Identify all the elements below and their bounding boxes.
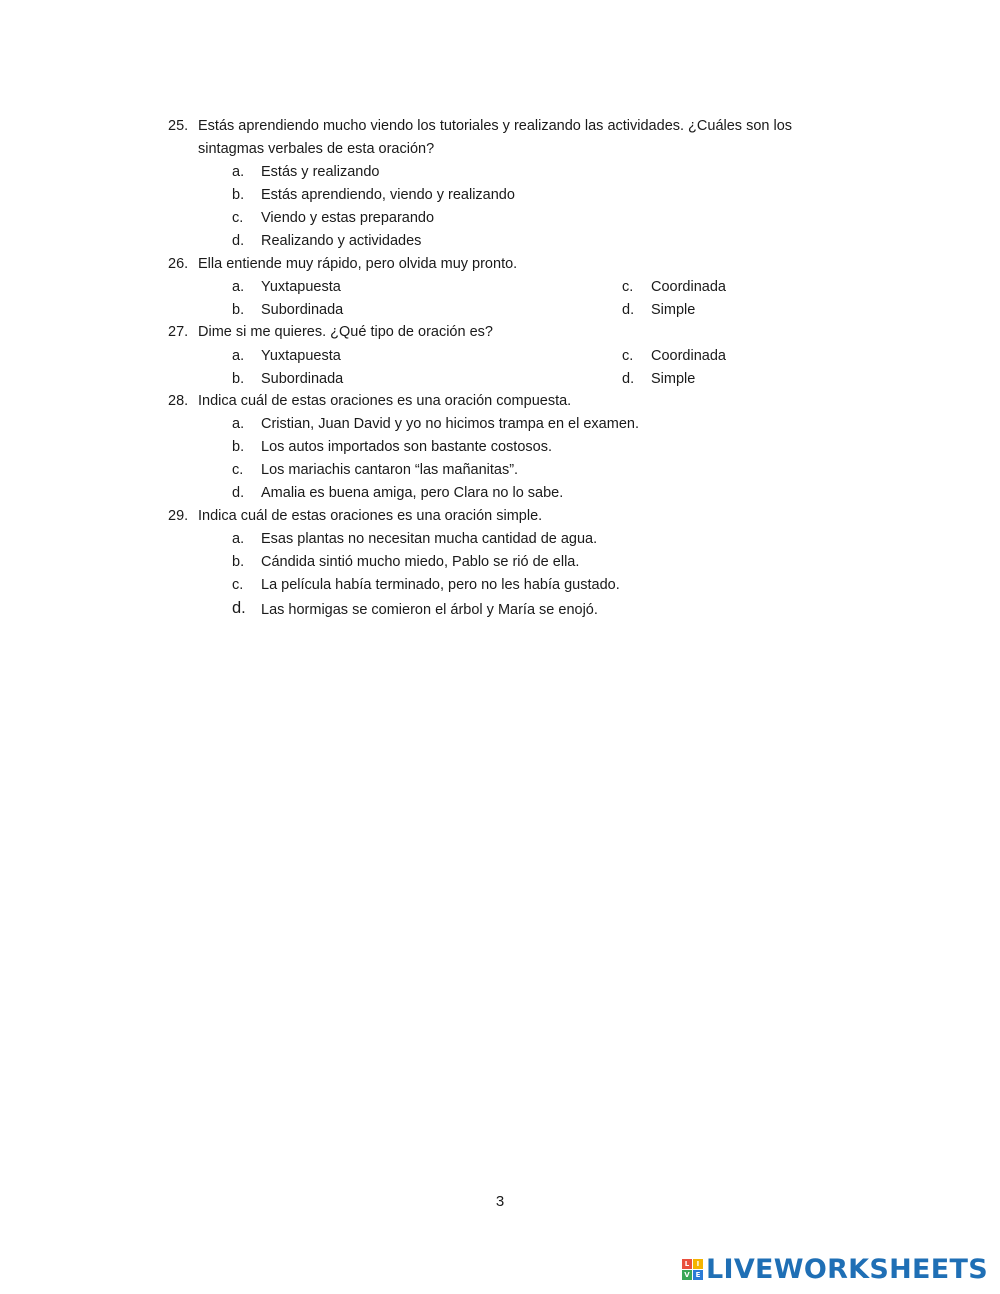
brand-name: LIVEWORKSHEETS (705, 1254, 988, 1285)
option-letter: b. (232, 371, 245, 387)
question-number: 26. (168, 256, 189, 272)
liveworksheets-brand (682, 1254, 988, 1285)
option-letter: a. (232, 416, 245, 432)
question-stem: Ella entiende muy rápido, pero olvida muy pronto. (198, 256, 518, 272)
option-letter: c. (232, 577, 244, 593)
question-26 (168, 253, 818, 276)
option-text: Coordinada (651, 279, 726, 295)
option-letter: d. (622, 371, 635, 387)
option-letter: d. (232, 485, 245, 501)
page-number: 3 (495, 1193, 505, 1210)
option-text: Simple (651, 371, 696, 387)
option-text: Los autos importados son bastante costosos. (261, 439, 552, 455)
question-stem: Estás aprendiendo mucho viendo los tutoriales y realizando las actividades. ¿Cuáles son los sintagmas verbales de esta oración? (198, 118, 793, 157)
option-text: Coordinada (651, 348, 726, 364)
logo-tile: V (682, 1270, 692, 1280)
option-text: Subordinada (261, 302, 344, 318)
option-text: Estás aprendiendo, viendo y realizando (261, 187, 515, 203)
option-text: La película había terminado, pero no les había gustado. (261, 577, 620, 593)
liveworksheets-logo-icon (682, 1259, 703, 1280)
question-stem: Dime si me quieres. ¿Qué tipo de oración es? (198, 324, 493, 340)
option-letter: d. (622, 302, 635, 318)
logo-tile: I (693, 1259, 703, 1269)
option-text: Cándida sintió mucho miedo, Pablo se rió de ella. (261, 554, 580, 570)
option-text: Las hormigas se comieron el árbol y María se enojó. (261, 602, 598, 618)
question-stem: Indica cuál de estas oraciones es una oración simple. (198, 508, 543, 524)
option-text: Yuxtapuesta (261, 348, 341, 364)
option-text: Simple (651, 302, 696, 318)
question-number: 27. (168, 324, 189, 340)
question-number: 29. (168, 508, 189, 524)
option-letter: a. (232, 348, 245, 364)
option-text: Los mariachis cantaron “las mañanitas”. (261, 462, 519, 478)
option-letter: a. (232, 164, 245, 180)
logo-tile: L (682, 1259, 692, 1269)
option-text: Amalia es buena amiga, pero Clara no lo sabe. (261, 485, 564, 501)
option-letter: a. (232, 279, 245, 295)
question-27 (168, 321, 818, 344)
question-28 (168, 390, 818, 413)
option-letter: b. (232, 302, 245, 318)
option-text: Esas plantas no necesitan mucha cantidad de agua. (261, 531, 598, 547)
option-letter: a. (232, 531, 245, 547)
question-number: 25. (168, 118, 189, 134)
option-text: Subordinada (261, 371, 344, 387)
option-text: Cristian, Juan David y yo no hicimos trampa en el examen. (261, 416, 639, 432)
option-letter: c. (622, 348, 634, 364)
question-stem: Indica cuál de estas oraciones es una oración compuesta. (198, 393, 572, 409)
logo-tile: E (693, 1270, 703, 1280)
question-29 (168, 505, 818, 528)
option-letter: c. (232, 462, 244, 478)
option-text: Viendo y estas preparando (261, 210, 435, 226)
option-letter: d. (232, 599, 246, 617)
question-number: 28. (168, 393, 189, 409)
option-letter: b. (232, 439, 245, 455)
question-25 (168, 115, 818, 161)
option-text: Estás y realizando (261, 164, 380, 180)
option-letter: b. (232, 554, 245, 570)
option-text: Yuxtapuesta (261, 279, 341, 295)
option-letter: c. (232, 210, 244, 226)
option-text: Realizando y actividades (261, 233, 422, 249)
option-letter: d. (232, 233, 245, 249)
option-letter: c. (622, 279, 634, 295)
option-letter: b. (232, 187, 245, 203)
